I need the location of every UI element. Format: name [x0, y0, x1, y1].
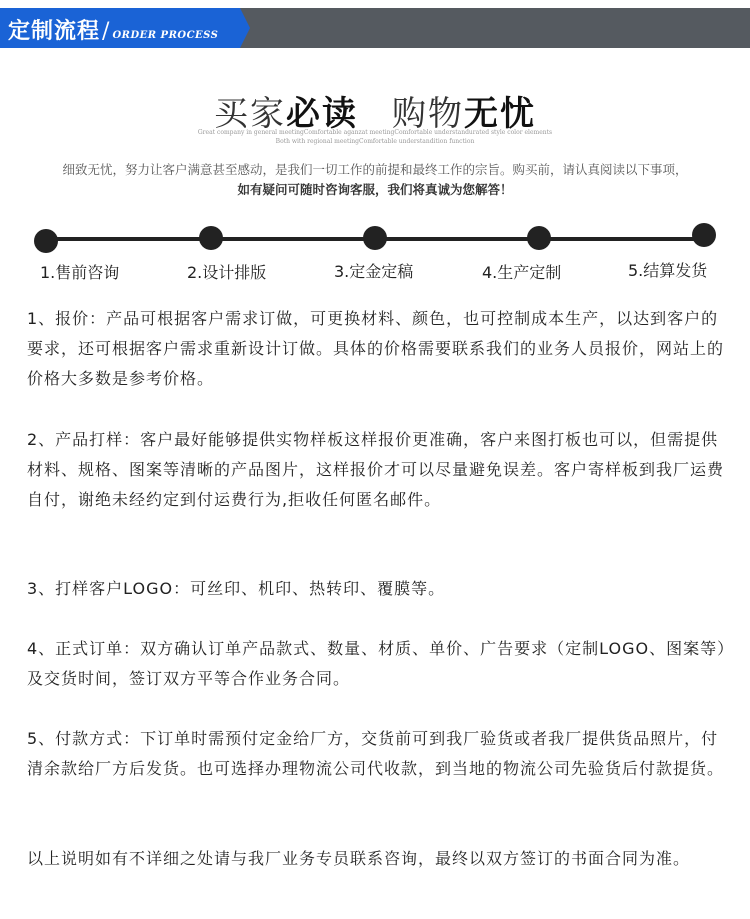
hero-title	[0, 86, 750, 135]
hero-fine-print-2: Both with regional meetingComfortable understandition function	[275, 138, 475, 145]
step-label: 1.售前咨询	[40, 263, 120, 282]
timeline-dot	[199, 226, 223, 250]
step-label: 2.设计排版	[187, 263, 267, 282]
section-title-text: 定制流程	[8, 18, 101, 44]
paragraph-logo: 3、打样客户LOGO：可丝印、机印、热转印、覆膜等。	[27, 579, 446, 598]
paragraph-quote: 1、报价：产品可根据客户需求订做，可更换材料、颜色，也可控制成本生产，以达到客户的要求，还可根据客户需求重新设计订做。具体的价格需要联系我们的业务人员报价，网站上的价格大多数是参考价格。	[27, 309, 725, 388]
step-label: 3.定金定稿	[334, 262, 414, 281]
paragraph-order: 4、正式订单：双方确认订单产品款式、数量、材质、单价、广告要求（定制LOGO、图案等）及交货时间，签订双方平等合作业务合同。	[27, 639, 727, 688]
hero-title-part2-bold: 无忧	[464, 94, 536, 134]
timeline-dot	[34, 229, 58, 253]
step-label: 4.生产定制	[482, 263, 562, 282]
intro-line-2: 如有疑问可随时咨询客服，我们将真诚为您解答！	[237, 182, 513, 197]
timeline-dot	[692, 223, 716, 247]
section-title	[8, 14, 218, 45]
step-label: 5.结算发货	[628, 261, 708, 280]
hero-fine-print-1: Great company in general meetingComfortable aganzat meetingComfortable understandurated style color elements	[197, 129, 553, 136]
paragraph-note: 以上说明如有不详细之处请与我厂业务专员联系咨询，最终以双方签订的书面合同为准。	[27, 849, 691, 868]
timeline-dot	[363, 226, 387, 250]
intro-line-1: 细致无忧，努力让客户满意甚至感动，是我们一切工作的前提和最终工作的宗旨。购买前，请认真阅读以下事项，	[62, 162, 688, 177]
timeline-dot	[527, 226, 551, 250]
hero-title-part1: 买家	[214, 94, 286, 134]
section-title-slash: /	[102, 19, 111, 44]
hero-title-part2: 购物	[392, 94, 464, 134]
paragraph-payment: 5、付款方式：下订单时需预付定金给厂方，交货前可到我厂验货或者我厂提供货品照片，付清余款给厂方后发货。也可选择办理物流公司代收款，到当地的物流公司先验货后付款提货。	[27, 729, 725, 778]
hero-title-part1-bold: 必读	[286, 94, 358, 134]
paragraph-sample: 2、产品打样：客户最好能够提供实物样板这样报价更准确，客户来图打板也可以，但需提供材料、规格、图案等清晰的产品图片，这样报价才可以尽量避免误差。客户寄样板到我厂运费自付，谢绝未经约定到付运费行为,拒收任何匿名邮件。	[27, 430, 725, 509]
section-subtitle: ORDER PROCESS	[112, 30, 219, 41]
